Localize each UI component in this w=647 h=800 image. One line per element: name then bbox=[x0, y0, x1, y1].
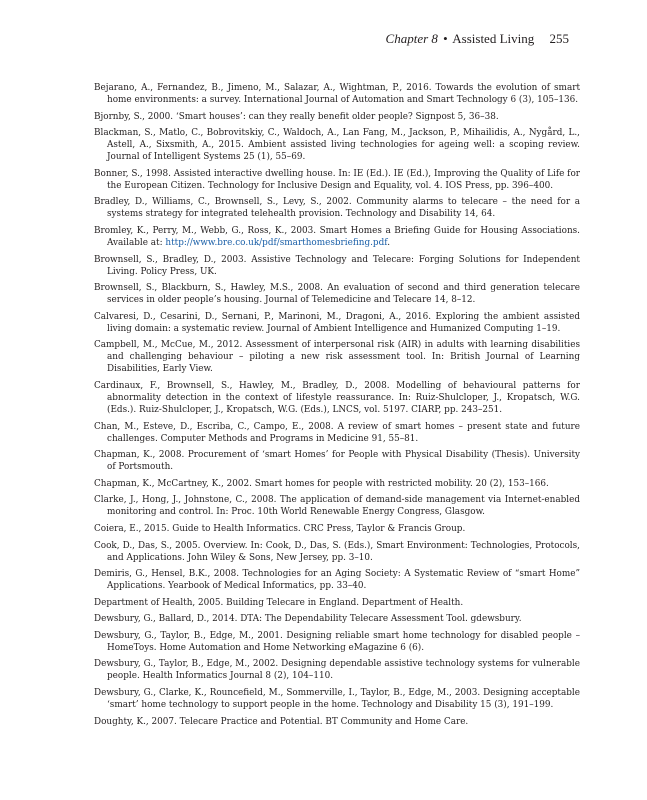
reference-entry: Coiera, E., 2015. Guide to Health Informatics. CRC Press, Taylor & Francis Group. bbox=[94, 523, 466, 534]
reference-entry: Campbell, M., McCue, M., 2012. Assessment of interpersonal risk (AIR) in adults with learning disabilities and challenging behaviour – piloting a new risk assessment tool. In: British Journal of Learning Disabilities, Early View. bbox=[94, 340, 580, 375]
reference-entry: Doughty, K., 2007. Telecare Practice and Potential. BT Community and Home Care. bbox=[94, 716, 469, 727]
reference-text-end: . bbox=[387, 237, 391, 248]
reference-entry: Department of Health, 2005. Building Telecare in England. Department of Health. bbox=[94, 597, 464, 608]
reference-list bbox=[94, 82, 580, 732]
reference-entry: Dewsbury, G., Taylor, B., Edge, M., 2001. Designing reliable smart home technology for disabled people – HomeToys. Home Automation and Home Networking eMagazine 6 (6). bbox=[94, 630, 580, 653]
reference-text: Bromley, K., Perry, M., Webb, G., Ross, K., 2003. Smart Homes a Briefing Guide for Housing Associations. Available at: bbox=[94, 225, 580, 248]
page-number: 255 bbox=[549, 31, 569, 46]
reference-entry: Clarke, J., Hong, J., Johnstone, C., 2008. The application of demand-side management via Internet-enabled monitoring and control. In: Proc. 10th World Renewable Energy Congress, Glasgow. bbox=[94, 495, 580, 518]
reference-entry: Bejarano, A., Fernandez, B., Jimeno, M., Salazar, A., Wightman, P., 2016. Towards the evolution of smart home environments: a survey. International Journal of Automation and Smart Technology 6 (3), 105–136. bbox=[94, 83, 580, 105]
reference-entry: Blackman, S., Matlo, C., Bobrovitskiy, C., Waldoch, A., Lan Fang, M., Jackson, P., Mihailidis, A., Nygård, L., Astell, A., Sixsmith, A., 2015. Ambient assisted living technologies for ageing well: a scoping review. Journal of Intelligent Systems 25 (1), 55–69. bbox=[94, 128, 580, 163]
reference-entry: Chapman, K., 2008. Procurement of ‘smart Homes’ for People with Physical Disability (Thesis). University of Portsmouth. bbox=[94, 450, 580, 473]
reference-link[interactable]: http://www.bre.co.uk/pdf/smarthomesbriefing.pdf bbox=[165, 237, 388, 248]
reference-entry: Bonner, S., 1998. Assisted interactive dwelling house. In: IE (Ed.). IE (Ed.), Improving the Quality of Life for the European Citizen. Technology for Inclusive Design and Equality, vol. 4. IOS Press, pp. 396–400. bbox=[94, 168, 580, 191]
reference-entry: Demiris, G., Hensel, B.K., 2008. Technologies for an Aging Society: A Systematic Review of “smart Home” Applications. Yearbook of Medical Informatics, pp. 33–40. bbox=[94, 569, 580, 592]
chapter-title: Assisted Living bbox=[452, 31, 535, 46]
reference-entry: Brownsell, S., Bradley, D., 2003. Assistive Technology and Telecare: Forging Solutions for Independent Living. Policy Press, UK. bbox=[94, 254, 580, 277]
reference-entry: Brownsell, S., Blackburn, S., Hawley, M.S., 2008. An evaluation of second and third generation telecare services in older people’s housing. Journal of Telemedicine and Telecare 14, 8–12. bbox=[94, 283, 580, 306]
header-bullet: • bbox=[443, 31, 448, 46]
reference-entry: Bradley, D., Williams, C., Brownsell, S., Levy, S., 2002. Community alarms to telecare – the need for a systems strategy for integrated telehealth provision. Technology and Disability 14, 64. bbox=[94, 197, 580, 220]
reference-entry: Chapman, K., McCartney, K., 2002. Smart homes for people with restricted mobility. 20 (2), 153–166. bbox=[94, 478, 549, 489]
reference-entry: Chan, M., Esteve, D., Escriba, C., Campo, E., 2008. A review of smart homes – present state and future challenges. Computer Methods and Programs in Medicine 91, 55–81. bbox=[94, 421, 580, 444]
reference-entry bbox=[94, 225, 580, 249]
reference-entry: Bjornby, S., 2000. ‘Smart houses’: can they really benefit older people? Signpost 5, 36–38. bbox=[94, 111, 499, 122]
reference-entry: Dewsbury, G., Ballard, D., 2014. DTA: The Dependability Telecare Assessment Tool. gdewsbury. bbox=[94, 614, 522, 625]
chapter-label: Chapter 8 bbox=[385, 31, 438, 46]
running-header bbox=[386, 31, 569, 47]
reference-entry: Dewsbury, G., Taylor, B., Edge, M., 2002. Designing dependable assistive technology systems for vulnerable people. Health Informatics Journal 8 (2), 104–110. bbox=[94, 659, 580, 682]
reference-entry: Cardinaux, F., Brownsell, S., Hawley, M., Bradley, D., 2008. Modelling of behavioural patterns for abnormality detection in the context of lifestyle reassurance. In: Ruiz-Shulcloper, J., Kropatsch, W.G. (Eds.). Ruiz-Shulcloper, J., Kropatsch, W.G. (Eds.), LNCS, vol. 5197. CIARP, pp. 243–251. bbox=[94, 380, 580, 415]
reference-entry: Calvaresi, D., Cesarini, D., Sernani, P., Marinoni, M., Dragoni, A., 2016. Exploring the ambient assisted living domain: a systematic review. Journal of Ambient Intelligence and Humanized Computing 1–19. bbox=[94, 311, 580, 334]
reference-entry: Dewsbury, G., Clarke, K., Rouncefield, M., Sommerville, I., Taylor, B., Edge, M., 2003. Designing acceptable ‘smart’ home technology to support people in the home. Technology and Disability 15 (3), 191–199. bbox=[94, 688, 580, 711]
reference-entry: Cook, D., Das, S., 2005. Overview. In: Cook, D., Das, S. (Eds.), Smart Environment: Technologies, Protocols, and Applications. John Wiley & Sons, New Jersey, pp. 3–10. bbox=[94, 540, 580, 563]
